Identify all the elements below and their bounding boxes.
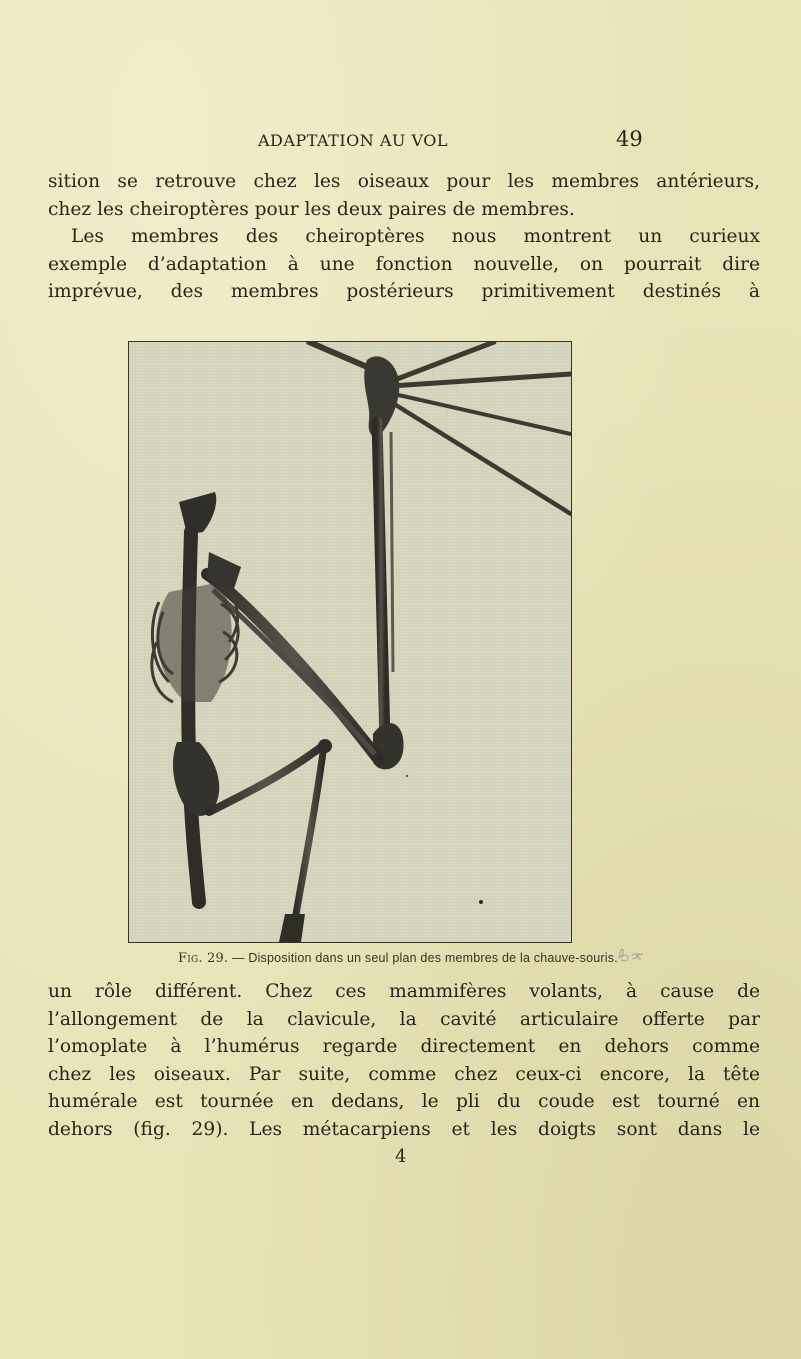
- page-number: 49: [616, 127, 643, 151]
- bat-skeleton-image: [129, 342, 571, 942]
- pencil-annotation-mark: [616, 944, 652, 964]
- text-line: Les membres des cheiroptères nous montrent un curieux: [71, 226, 760, 247]
- text-line: chez les oiseaux. Par suite, comme chez ceux-ci encore, la tête: [48, 1063, 760, 1085]
- text-line: dehors (fig. 29). Les métacarpiens et les doigts sont dans le: [48, 1118, 760, 1140]
- paragraph-top: [48, 168, 760, 306]
- text-line: l’omoplate à l’humérus regarde directement en dehors comme: [48, 1036, 760, 1057]
- figure-caption: [178, 951, 618, 966]
- text-line: un rôle différent. Chez ces mammifères volants, à cause de: [48, 981, 760, 1002]
- text-line: humérale est tournée en dedans, le pli du coude est tourné en: [48, 1091, 760, 1112]
- paragraph-bottom: [48, 978, 760, 1143]
- figure-bat-skeleton: [128, 341, 572, 943]
- text-line: chez les cheiroptères pour les deux paires de membres.: [48, 198, 575, 220]
- text-line: exemple d’adaptation à une fonction nouvelle, on pourrait dire: [48, 253, 760, 275]
- running-title: ADAPTATION AU VOL: [258, 131, 449, 150]
- text-line: l’allongement de la clavicule, la cavité articulaire offerte par: [48, 1008, 760, 1030]
- caption-text: — Disposition dans un seul plan des membres de la chauve-souris.: [228, 951, 618, 965]
- text-line: sition se retrouve chez les oiseaux pour les membres antérieurs,: [48, 171, 760, 192]
- figure-label: Fig. 29.: [178, 951, 229, 966]
- text-line: imprévue, des membres postérieurs primitivement destinés à: [48, 281, 760, 302]
- signature-mark: 4: [395, 1146, 407, 1167]
- running-head: [0, 127, 801, 161]
